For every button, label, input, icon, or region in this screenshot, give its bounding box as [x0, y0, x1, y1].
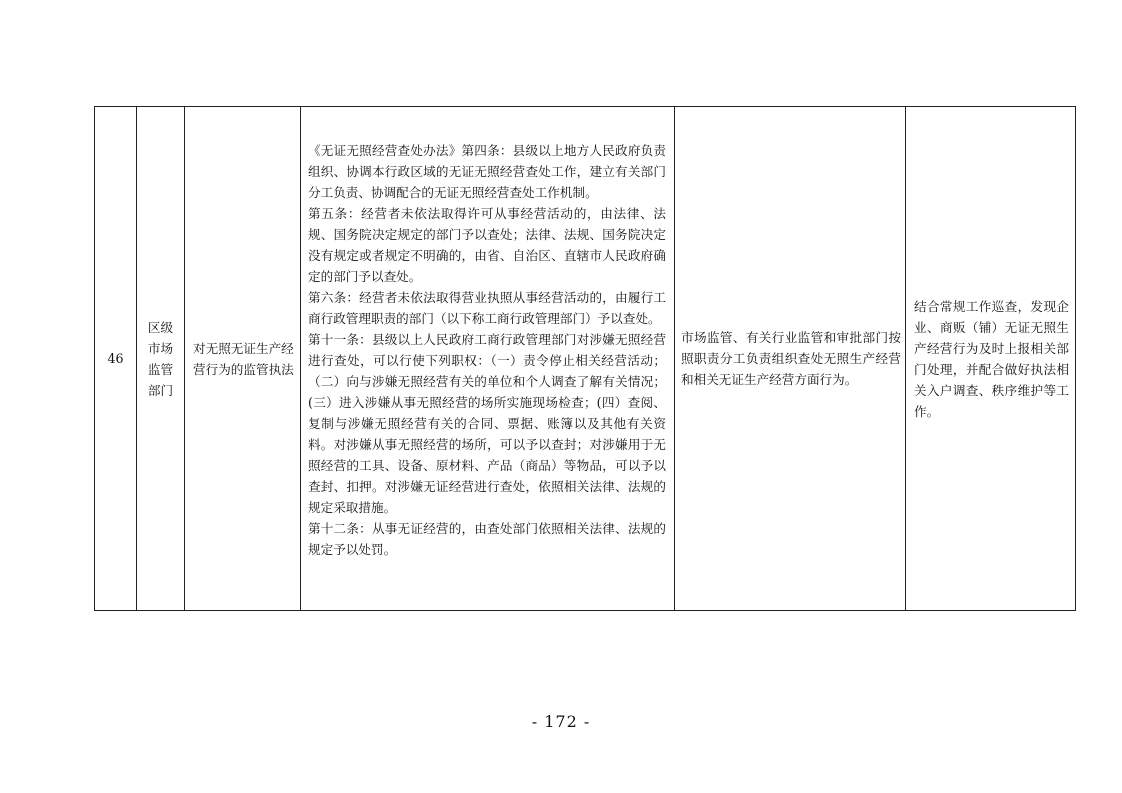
legal-basis-paragraph: 第六条：经营者未依法取得营业执照从事经营活动的，由履行工商行政管理职责的部门（以下称工商行政管理部门）予以查处。: [308, 290, 666, 326]
duty-list-table: [94, 106, 1076, 611]
page-number: - 172 -: [531, 712, 591, 731]
legal-basis-text: [301, 107, 674, 560]
responsibility-cell: [675, 107, 906, 611]
item-cell: [185, 107, 301, 611]
row-number: 46: [107, 351, 124, 366]
legal-basis-cell: [301, 107, 675, 611]
legal-basis-paragraph: 《无证无照经营查处办法》第四条：县级以上地方人民政府负责组织、协调本行政区域的无证无照经营查处工作，建立有关部门分工负责、协调配合的无证无照经营查处工作机制。: [308, 143, 666, 200]
cooperation-cell: [906, 107, 1076, 611]
item-name: 对无照无证生产经营行为的监管执法: [193, 340, 294, 377]
row-number-cell: [95, 107, 137, 611]
cooperation-text: 结合常规工作巡查，发现企业、商贩（铺）无证无照生产经营行为及时上报相关部门处理，并配合做好执法相关入户调查、秩序维护等工作。: [914, 298, 1069, 419]
table-row: [95, 107, 1076, 611]
legal-basis-paragraph: 第十二条：从事无证经营的，由查处部门依照相关法律、法规的规定予以处罚。: [308, 521, 666, 557]
department-cell: [137, 107, 185, 611]
department-name: 区级市场监管部门: [147, 319, 174, 398]
legal-basis-paragraph: 第五条：经营者未依法取得许可从事经营活动的，由法律、法规、国务院决定规定的部门予以查处；法律、法规、国务院决定没有规定或者规定不明确的，由省、自治区、直辖市人民政府确定的部门予以查处。: [308, 206, 666, 284]
responsibility-text: 市场监管、有关行业监管和审批部门按照职责分工负责组织查处无照生产经营和相关无证生产经营方面行为。: [681, 330, 901, 387]
legal-basis-paragraph: 第十一条：县级以上人民政府工商行政管理部门对涉嫌无照经营进行查处，可以行使下列职权：（一）责令停止相关经营活动；（二）向与涉嫌无照经营有关的单位和个人调查了解有关情况；(三）进入涉嫌从事无照经营的场所实施现场检查；(四）查阅、复制与涉嫌无照经营有关的合同、票据、账簿以及其他有关资料。对涉嫌从事无照经营的场所，可以予以查封；对涉嫌用于无照经营的工具、设备、原材料、产品（商品）等物品，可以予以查封、扣押。对涉嫌无证经营进行查处，依照相关法律、法规的规定采取措施。: [308, 332, 666, 515]
